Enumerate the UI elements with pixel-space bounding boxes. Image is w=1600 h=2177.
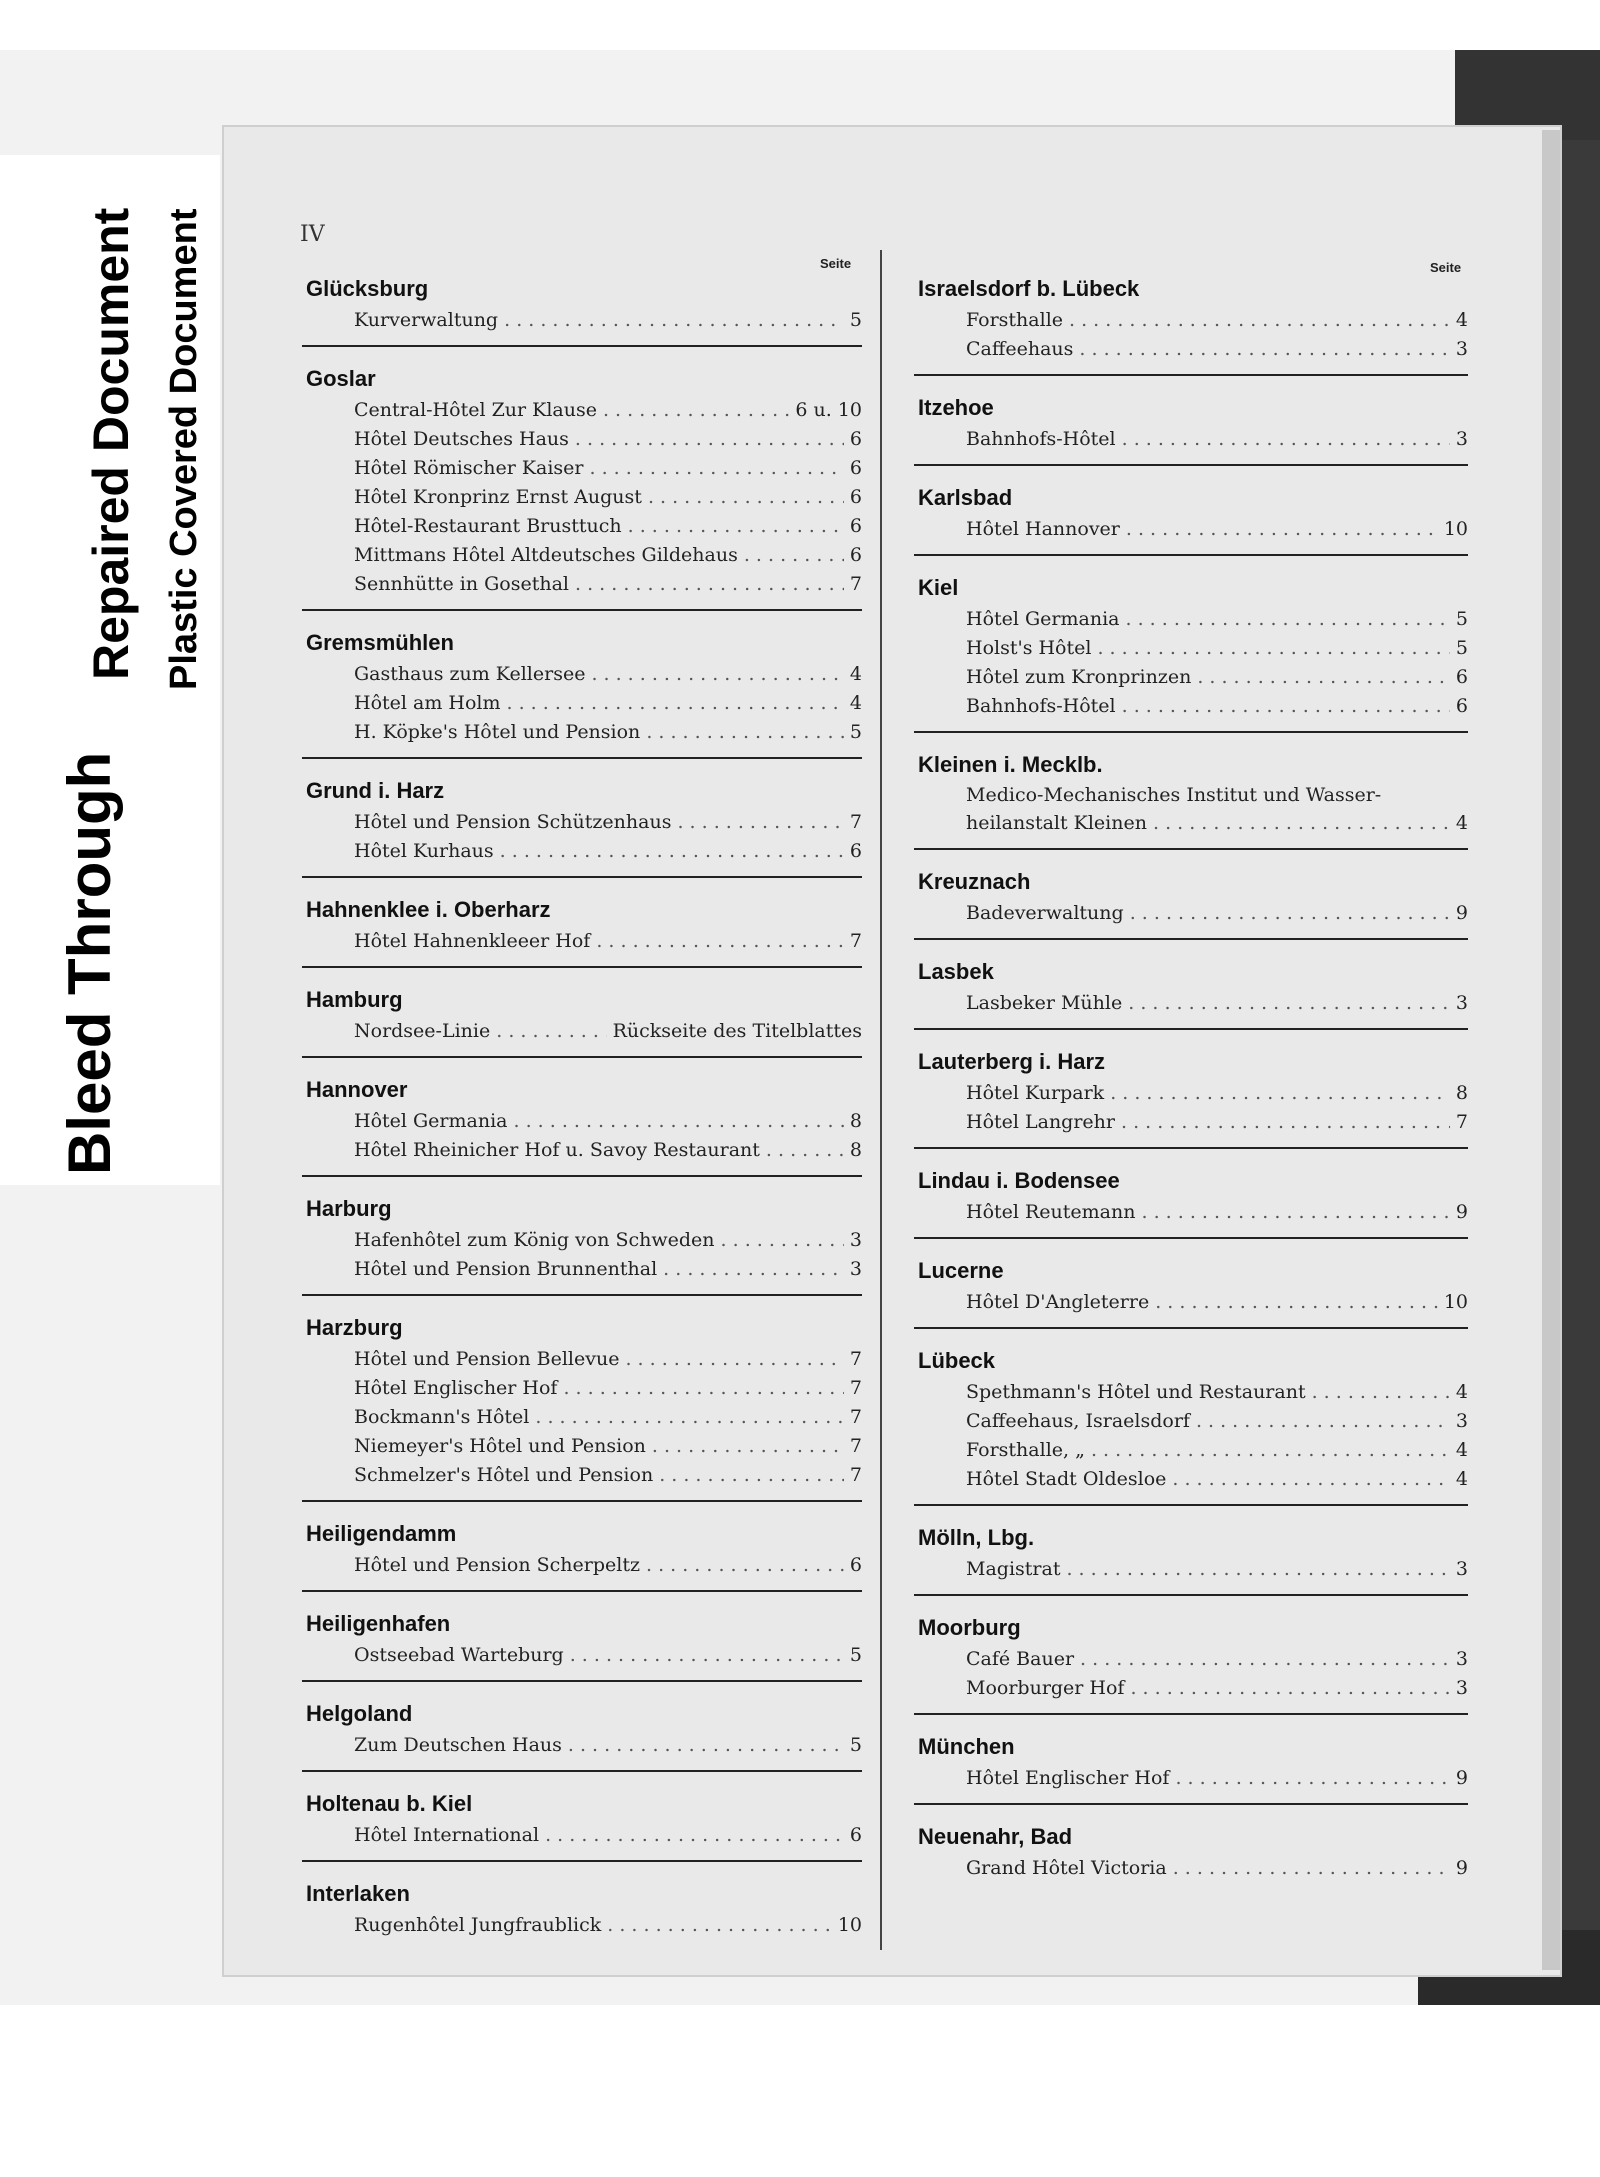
entry-page: 7 — [1455, 1111, 1468, 1133]
leader-dots — [568, 1731, 844, 1760]
index-entry — [354, 1461, 862, 1490]
city-heading: München — [918, 1734, 1015, 1759]
leader-dots — [648, 483, 844, 512]
index-entry — [966, 1674, 1468, 1703]
index-section — [914, 275, 1468, 376]
entry-name: Nordsee-Linie — [354, 1020, 491, 1042]
index-entry — [966, 1854, 1468, 1883]
entry-page: 6 — [849, 457, 862, 479]
entry-page: 4 — [1455, 812, 1468, 834]
leader-dots — [590, 454, 844, 483]
index-section — [302, 365, 862, 611]
seite-header-right: Seite — [1430, 260, 1462, 275]
entry-name: Hôtel Englischer Hof — [966, 1767, 1170, 1789]
leader-dots — [1121, 1108, 1450, 1137]
entry-name: Caffeehaus, Israelsdorf — [966, 1410, 1190, 1432]
city-heading: Lindau i. Bodensee — [918, 1168, 1120, 1193]
entry-page: 4 — [1455, 1381, 1468, 1403]
entry-name: Rugenhôtel Jungfraublick — [354, 1914, 602, 1936]
city-heading: Gremsmühlen — [306, 630, 454, 655]
leader-dots — [1097, 634, 1449, 663]
entry-page: 3 — [1455, 1677, 1468, 1699]
city-heading: Heiligenhafen — [306, 1611, 451, 1636]
index-entry — [354, 1731, 862, 1760]
index-entry — [354, 396, 862, 425]
index-section — [302, 1520, 862, 1592]
index-entry — [354, 1911, 862, 1940]
index-section — [302, 1195, 862, 1296]
index-section — [914, 1614, 1468, 1715]
index-entry — [966, 1555, 1468, 1584]
index-entry — [354, 927, 862, 956]
entry-name: Spethmann's Hôtel und Restaurant — [966, 1381, 1306, 1403]
entry-page: 9 — [1455, 1767, 1468, 1789]
city-heading: Moorburg — [918, 1615, 1021, 1640]
entry-page: 7 — [849, 1348, 862, 1370]
leader-dots — [570, 1641, 844, 1670]
leader-dots — [500, 837, 844, 866]
index-section — [302, 986, 862, 1058]
city-heading: Kreuznach — [918, 869, 1031, 894]
index-entry — [966, 1407, 1468, 1436]
index-section — [914, 868, 1468, 940]
index-entry — [966, 515, 1468, 544]
index-column-right — [914, 275, 1468, 1911]
entry-page: 7 — [849, 1464, 862, 1486]
entry-name: Hôtel Englischer Hof — [354, 1377, 558, 1399]
bleed-through-label: Bleed Through — [56, 751, 123, 1175]
entry-page: 7 — [849, 1435, 862, 1457]
leader-dots — [1126, 515, 1438, 544]
index-entry — [354, 689, 862, 718]
entry-name: Gasthaus zum Kellersee — [354, 663, 586, 685]
index-section — [302, 629, 862, 759]
entry-name: Hôtel Kurpark — [966, 1082, 1105, 1104]
entry-name: Hôtel am Holm — [354, 692, 501, 714]
entry-name: Hôtel Germania — [966, 608, 1120, 630]
index-section — [914, 484, 1468, 556]
index-entry — [966, 1378, 1468, 1407]
entry-page: 8 — [1455, 1082, 1468, 1104]
index-section — [914, 1167, 1468, 1239]
leader-dots — [1173, 1854, 1450, 1883]
index-entry — [966, 335, 1468, 364]
index-section — [914, 1823, 1468, 1893]
city-heading: Neuenahr, Bad — [918, 1824, 1073, 1849]
entry-name: Caffeehaus — [966, 338, 1074, 360]
entry-page: 5 — [1455, 608, 1468, 630]
entry-page: 5 — [849, 1644, 862, 1666]
index-section — [302, 1700, 862, 1772]
leader-dots — [1196, 1407, 1450, 1436]
index-entry — [354, 1641, 862, 1670]
leader-dots — [721, 1226, 844, 1255]
leader-dots — [514, 1107, 844, 1136]
index-entry — [354, 1551, 862, 1580]
entry-name: Hôtel und Pension Bellevue — [354, 1348, 620, 1370]
index-entry — [966, 809, 1468, 838]
entry-page: 7 — [849, 1406, 862, 1428]
city-heading: Mölln, Lbg. — [918, 1525, 1035, 1550]
entry-page: 10 — [1443, 1291, 1468, 1313]
index-entry — [354, 1017, 862, 1046]
entry-page: 3 — [1455, 428, 1468, 450]
entry-name: Hôtel und Pension Schützenhaus — [354, 811, 672, 833]
leader-dots — [659, 1461, 844, 1490]
index-entry — [354, 1107, 862, 1136]
index-entry — [354, 1255, 862, 1284]
index-entry — [966, 1079, 1468, 1108]
leader-dots — [1142, 1198, 1450, 1227]
index-entry — [354, 425, 862, 454]
entry-name: Hôtel Römischer Kaiser — [354, 457, 584, 479]
index-entry — [354, 454, 862, 483]
index-entry — [354, 541, 862, 570]
index-section — [914, 1733, 1468, 1805]
entry-page: 9 — [1455, 902, 1468, 924]
entry-name: H. Köpke's Hôtel und Pension — [354, 721, 641, 743]
index-entry — [354, 1136, 862, 1165]
index-entry — [354, 837, 862, 866]
entry-name: Sennhütte in Gosethal — [354, 573, 570, 595]
index-section — [302, 1610, 862, 1682]
leader-dots — [496, 1017, 606, 1046]
city-heading: Lasbek — [918, 959, 994, 984]
entry-page: 4 — [849, 692, 862, 714]
city-heading: Lucerne — [918, 1258, 1004, 1283]
entry-page: 8 — [849, 1110, 862, 1132]
city-heading: Glücksburg — [306, 276, 429, 301]
leader-dots — [1197, 663, 1450, 692]
leader-dots — [1155, 1288, 1438, 1317]
index-entry — [354, 570, 862, 599]
column-divider — [880, 250, 882, 1950]
entry-name: Ostseebad Warteburg — [354, 1644, 564, 1666]
index-entry — [966, 1198, 1468, 1227]
entry-page: 6 — [849, 515, 862, 537]
entry-name: Hôtel Rheinicher Hof u. Savoy Restaurant — [354, 1139, 760, 1161]
leader-dots — [744, 541, 844, 570]
index-entry — [966, 1108, 1468, 1137]
entry-name: Medico-Mechanisches Institut und Wasser- — [966, 784, 1382, 806]
index-entry — [354, 718, 862, 747]
entry-page: 5 — [849, 309, 862, 331]
index-section — [914, 958, 1468, 1030]
entry-name: Niemeyer's Hôtel und Pension — [354, 1435, 646, 1457]
index-entry — [354, 512, 862, 541]
entry-name: Hôtel Deutsches Haus — [354, 428, 569, 450]
city-heading: Karlsbad — [918, 485, 1013, 510]
city-heading: Lauterberg i. Harz — [918, 1049, 1106, 1074]
index-entry — [966, 1436, 1468, 1465]
entry-page: 6 — [1455, 695, 1468, 717]
entry-page: 6 — [1455, 666, 1468, 688]
entry-page: 10 — [1443, 518, 1468, 540]
index-section — [914, 1257, 1468, 1329]
entry-name: Grand Hôtel Victoria — [966, 1857, 1167, 1879]
index-entry — [966, 663, 1468, 692]
index-entry — [354, 306, 862, 335]
index-entry — [354, 1374, 862, 1403]
leader-dots — [545, 1821, 844, 1850]
index-section — [914, 394, 1468, 466]
index-section — [302, 1880, 862, 1950]
entry-name: Moorburger Hof — [966, 1677, 1125, 1699]
index-entry — [966, 1465, 1468, 1494]
index-entry — [354, 660, 862, 689]
entry-name: Schmelzer's Hôtel und Pension — [354, 1464, 654, 1486]
entry-page: 3 — [849, 1229, 862, 1251]
index-section — [302, 1314, 862, 1502]
leader-dots — [591, 660, 843, 689]
leader-dots — [1122, 692, 1450, 721]
entry-name: Café Bauer — [966, 1648, 1075, 1670]
city-heading: Hahnenklee i. Oberharz — [306, 897, 551, 922]
leader-dots — [625, 1345, 843, 1374]
leader-dots — [646, 1551, 844, 1580]
leader-dots — [1066, 1555, 1449, 1584]
entry-name: Hafenhôtel zum König von Schweden — [354, 1229, 715, 1251]
entry-page: 3 — [1455, 338, 1468, 360]
leader-dots — [1130, 899, 1450, 928]
index-entry — [354, 808, 862, 837]
leader-dots — [563, 1374, 843, 1403]
repaired-document-label: Repaired Document — [83, 207, 139, 680]
index-entry — [966, 306, 1468, 335]
entry-name: Hôtel zum Kronprinzen — [966, 666, 1192, 688]
entry-name: Kurverwaltung — [354, 309, 499, 331]
index-column-left — [302, 275, 862, 1968]
entry-page: 3 — [1455, 1410, 1468, 1432]
leader-dots — [1172, 1465, 1450, 1494]
leader-dots — [575, 425, 844, 454]
entry-name: Hôtel Hannover — [966, 518, 1120, 540]
city-heading: Interlaken — [306, 1881, 410, 1906]
city-heading: Hamburg — [306, 987, 403, 1012]
entry-name: Hôtel Kurhaus — [354, 840, 494, 862]
entry-name: Hôtel und Pension Scherpeltz — [354, 1554, 640, 1576]
entry-page: 7 — [849, 1377, 862, 1399]
index-entry — [966, 425, 1468, 454]
index-entry — [966, 1288, 1468, 1317]
entry-name: Forsthalle, „ — [966, 1439, 1085, 1461]
entry-page: 7 — [849, 930, 862, 952]
city-heading: Holtenau b. Kiel — [306, 1791, 473, 1816]
leader-dots — [1069, 306, 1450, 335]
entry-page: 6 u. 10 — [795, 399, 862, 421]
city-heading: Harzburg — [306, 1315, 403, 1340]
page-number: IV — [300, 222, 325, 247]
leader-dots — [504, 306, 844, 335]
entry-name: Zum Deutschen Haus — [354, 1734, 562, 1756]
entry-page: 10 — [837, 1914, 862, 1936]
leader-dots — [646, 718, 844, 747]
leader-dots — [1126, 605, 1450, 634]
index-entry — [354, 1821, 862, 1850]
entry-page: 6 — [849, 486, 862, 508]
leader-dots — [1312, 1378, 1450, 1407]
entry-page: 4 — [1455, 309, 1468, 331]
index-entry — [966, 1764, 1468, 1793]
index-section — [302, 777, 862, 878]
entry-page: 8 — [849, 1139, 862, 1161]
entry-page: 6 — [849, 544, 862, 566]
city-heading: Kiel — [918, 575, 959, 600]
entry-name: Holst's Hôtel — [966, 637, 1092, 659]
entry-page: 7 — [849, 811, 862, 833]
index-entry — [966, 989, 1468, 1018]
entry-name: heilanstalt Kleinen — [966, 812, 1147, 834]
entry-page: 9 — [1455, 1857, 1468, 1879]
entry-page: 4 — [1455, 1468, 1468, 1490]
index-entry — [966, 1645, 1468, 1674]
entry-page: 6 — [849, 1554, 862, 1576]
entry-page: 6 — [849, 840, 862, 862]
entry-name: Hôtel Reutemann — [966, 1201, 1136, 1223]
leader-dots — [1080, 1645, 1450, 1674]
entry-name: Hôtel-Restaurant Brusttuch — [354, 515, 622, 537]
entry-name: Bahnhofs-Hôtel — [966, 695, 1116, 717]
index-section — [302, 275, 862, 347]
leader-dots — [603, 396, 789, 425]
leader-dots — [1128, 989, 1450, 1018]
city-heading: Harburg — [306, 1196, 392, 1221]
leader-dots — [1153, 809, 1450, 838]
entry-name: Hôtel D'Angleterre — [966, 1291, 1150, 1313]
entry-page: 4 — [849, 663, 862, 685]
entry-name: Badeverwaltung — [966, 902, 1124, 924]
entry-page: 3 — [849, 1258, 862, 1280]
entry-page: 7 — [849, 573, 862, 595]
entry-page: 5 — [849, 721, 862, 743]
entry-name: Hôtel und Pension Brunnenthal — [354, 1258, 658, 1280]
entry-page: 6 — [849, 1824, 862, 1846]
entry-page: 9 — [1455, 1201, 1468, 1223]
leader-dots — [766, 1136, 844, 1165]
city-heading: Hannover — [306, 1077, 408, 1102]
entry-name: Forsthalle — [966, 309, 1064, 331]
leader-dots — [507, 689, 844, 718]
city-heading: Grund i. Harz — [306, 778, 445, 803]
entry-name: Hôtel Stadt Oldesloe — [966, 1468, 1167, 1490]
leader-dots — [535, 1403, 844, 1432]
entry-page: 5 — [849, 1734, 862, 1756]
page-edge — [1542, 130, 1560, 1970]
index-section — [914, 1524, 1468, 1596]
leader-dots — [607, 1911, 832, 1940]
index-entry — [354, 1345, 862, 1374]
index-section — [914, 574, 1468, 733]
entry-name: Central-Hôtel Zur Klause — [354, 399, 597, 421]
index-section — [302, 1790, 862, 1862]
entry-name: Hôtel Langrehr — [966, 1111, 1115, 1133]
index-entry — [966, 692, 1468, 721]
leader-dots — [677, 808, 843, 837]
city-heading: Itzehoe — [918, 395, 994, 420]
entry-page: 6 — [849, 428, 862, 450]
entry-name: Lasbeker Mühle — [966, 992, 1123, 1014]
entry-page: 5 — [1455, 637, 1468, 659]
index-section — [914, 751, 1468, 850]
entry-name: Mittmans Hôtel Altdeutsches Gildehaus — [354, 544, 738, 566]
index-entry — [966, 899, 1468, 928]
city-heading: Israelsdorf b. Lübeck — [918, 276, 1140, 301]
entry-name: Bockmann's Hôtel — [354, 1406, 530, 1428]
leader-dots — [1122, 425, 1450, 454]
entry-name: Hôtel International — [354, 1824, 540, 1846]
entry-name: Magistrat — [966, 1558, 1061, 1580]
leader-dots — [652, 1432, 844, 1461]
index-section — [302, 896, 862, 968]
index-entry — [966, 782, 1468, 809]
index-entry — [966, 634, 1468, 663]
index-entry — [966, 605, 1468, 634]
entry-page: 3 — [1455, 1558, 1468, 1580]
plastic-covered-label: Plastic Covered Document — [163, 208, 205, 690]
city-heading: Goslar — [306, 366, 376, 391]
index-section — [914, 1347, 1468, 1506]
leader-dots — [1079, 335, 1450, 364]
index-entry — [354, 1432, 862, 1461]
index-section — [302, 1076, 862, 1177]
seite-header-left: Seite — [820, 256, 852, 271]
leader-dots — [628, 512, 844, 541]
entry-name: Hôtel Germania — [354, 1110, 508, 1132]
leader-dots — [1110, 1079, 1450, 1108]
leader-dots — [1175, 1764, 1449, 1793]
entry-name: Hôtel Kronprinz Ernst August — [354, 486, 642, 508]
leader-dots — [1130, 1674, 1449, 1703]
entry-name: Hôtel Hahnenkleeer Hof — [354, 930, 591, 952]
index-entry — [354, 1403, 862, 1432]
index-section — [914, 1048, 1468, 1149]
entry-page: 4 — [1455, 1439, 1468, 1461]
city-heading: Kleinen i. Mecklb. — [918, 752, 1103, 777]
leader-dots — [575, 570, 844, 599]
entry-page: Rückseite des Titelblattes — [612, 1020, 862, 1042]
city-heading: Heiligendamm — [306, 1521, 457, 1546]
index-entry — [354, 1226, 862, 1255]
city-heading: Helgoland — [306, 1701, 413, 1726]
entry-name: Bahnhofs-Hôtel — [966, 428, 1116, 450]
leader-dots — [1091, 1436, 1450, 1465]
index-entry — [354, 483, 862, 512]
city-heading: Lübeck — [918, 1348, 996, 1373]
leader-dots — [596, 927, 844, 956]
entry-page: 3 — [1455, 992, 1468, 1014]
leader-dots — [663, 1255, 844, 1284]
entry-page: 3 — [1455, 1648, 1468, 1670]
